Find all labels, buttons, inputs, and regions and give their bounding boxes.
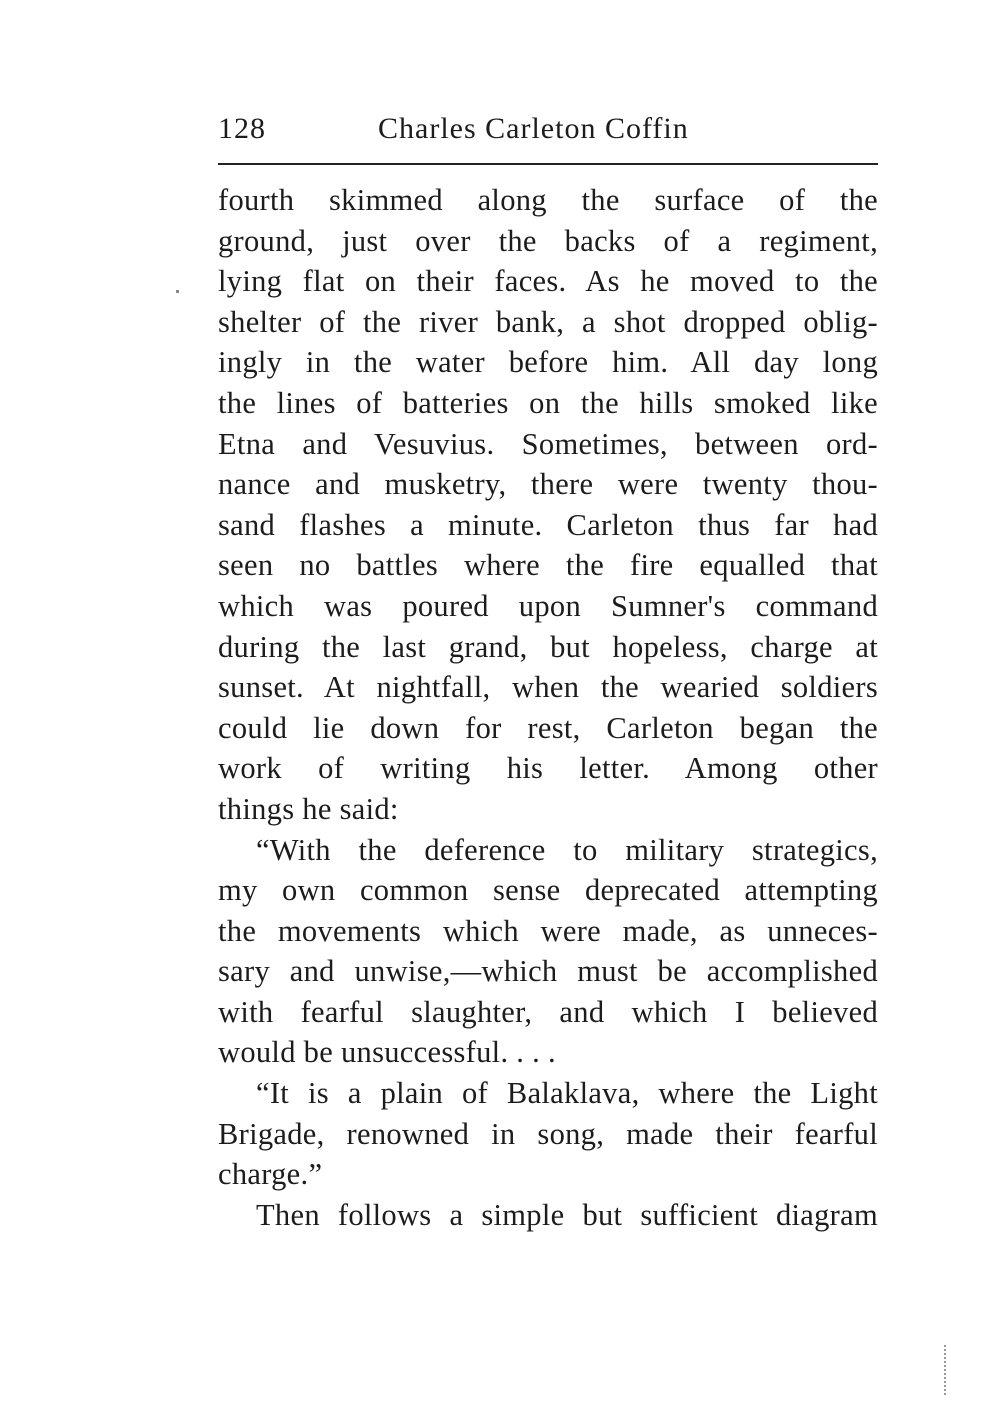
text-line: fourth skimmed along the surface of the	[218, 183, 878, 217]
text-line: during the last grand, but hopeless, charge at	[218, 629, 878, 664]
text-line: “It is a plain of Balaklava, where the Light	[256, 1076, 878, 1111]
text-line: nance and musketry, there were twenty thou-	[218, 467, 878, 502]
body-text	[218, 180, 878, 1235]
text-line: shelter of the river bank, a shot dropped oblig-	[218, 304, 878, 339]
text-line: ground, just over the backs of a regiment,	[218, 223, 878, 258]
text-line: with fearful slaughter, and which I believed	[218, 994, 878, 1029]
text-line: lying flat on their faces. As he moved to the	[218, 264, 878, 299]
text-line: which was poured upon Sumner's command	[218, 588, 878, 623]
margin-mark	[176, 290, 179, 293]
text-line: the movements which were made, as unneces-	[218, 913, 878, 948]
text-line: sunset. At nightfall, when the wearied soldiers	[218, 670, 878, 705]
running-title: Charles Carleton Coffin	[378, 112, 689, 145]
running-head	[218, 112, 878, 156]
text-line: sary and unwise,—which must be accomplished	[218, 954, 878, 989]
text-line: “With the deference to military strategics,	[256, 832, 878, 867]
text-line: would be unsuccessful. . . .	[218, 1035, 556, 1070]
text-line: Brigade, renowned in song, made their fearful	[218, 1116, 878, 1151]
text-line: things he said:	[218, 791, 399, 826]
text-line: sand flashes a minute. Carleton thus far had	[218, 507, 878, 542]
text-line: charge.”	[218, 1157, 323, 1192]
text-line: my own common sense deprecated attempting	[218, 873, 878, 908]
text-line: ingly in the water before him. All day long	[218, 345, 878, 380]
page-number: 128	[218, 112, 266, 145]
text-line: Then follows a simple but sufficient diagram	[256, 1197, 878, 1232]
text-line: seen no battles where the fire equalled that	[218, 548, 878, 583]
text-line: the lines of batteries on the hills smoked like	[218, 385, 878, 420]
text-line: could lie down for rest, Carleton began the	[218, 710, 878, 745]
text-line: work of writing his letter. Among other	[218, 751, 878, 786]
header-rule	[218, 163, 878, 165]
scan-edge-marks	[944, 1345, 948, 1395]
text-line: Etna and Vesuvius. Sometimes, between ord-	[218, 426, 878, 461]
